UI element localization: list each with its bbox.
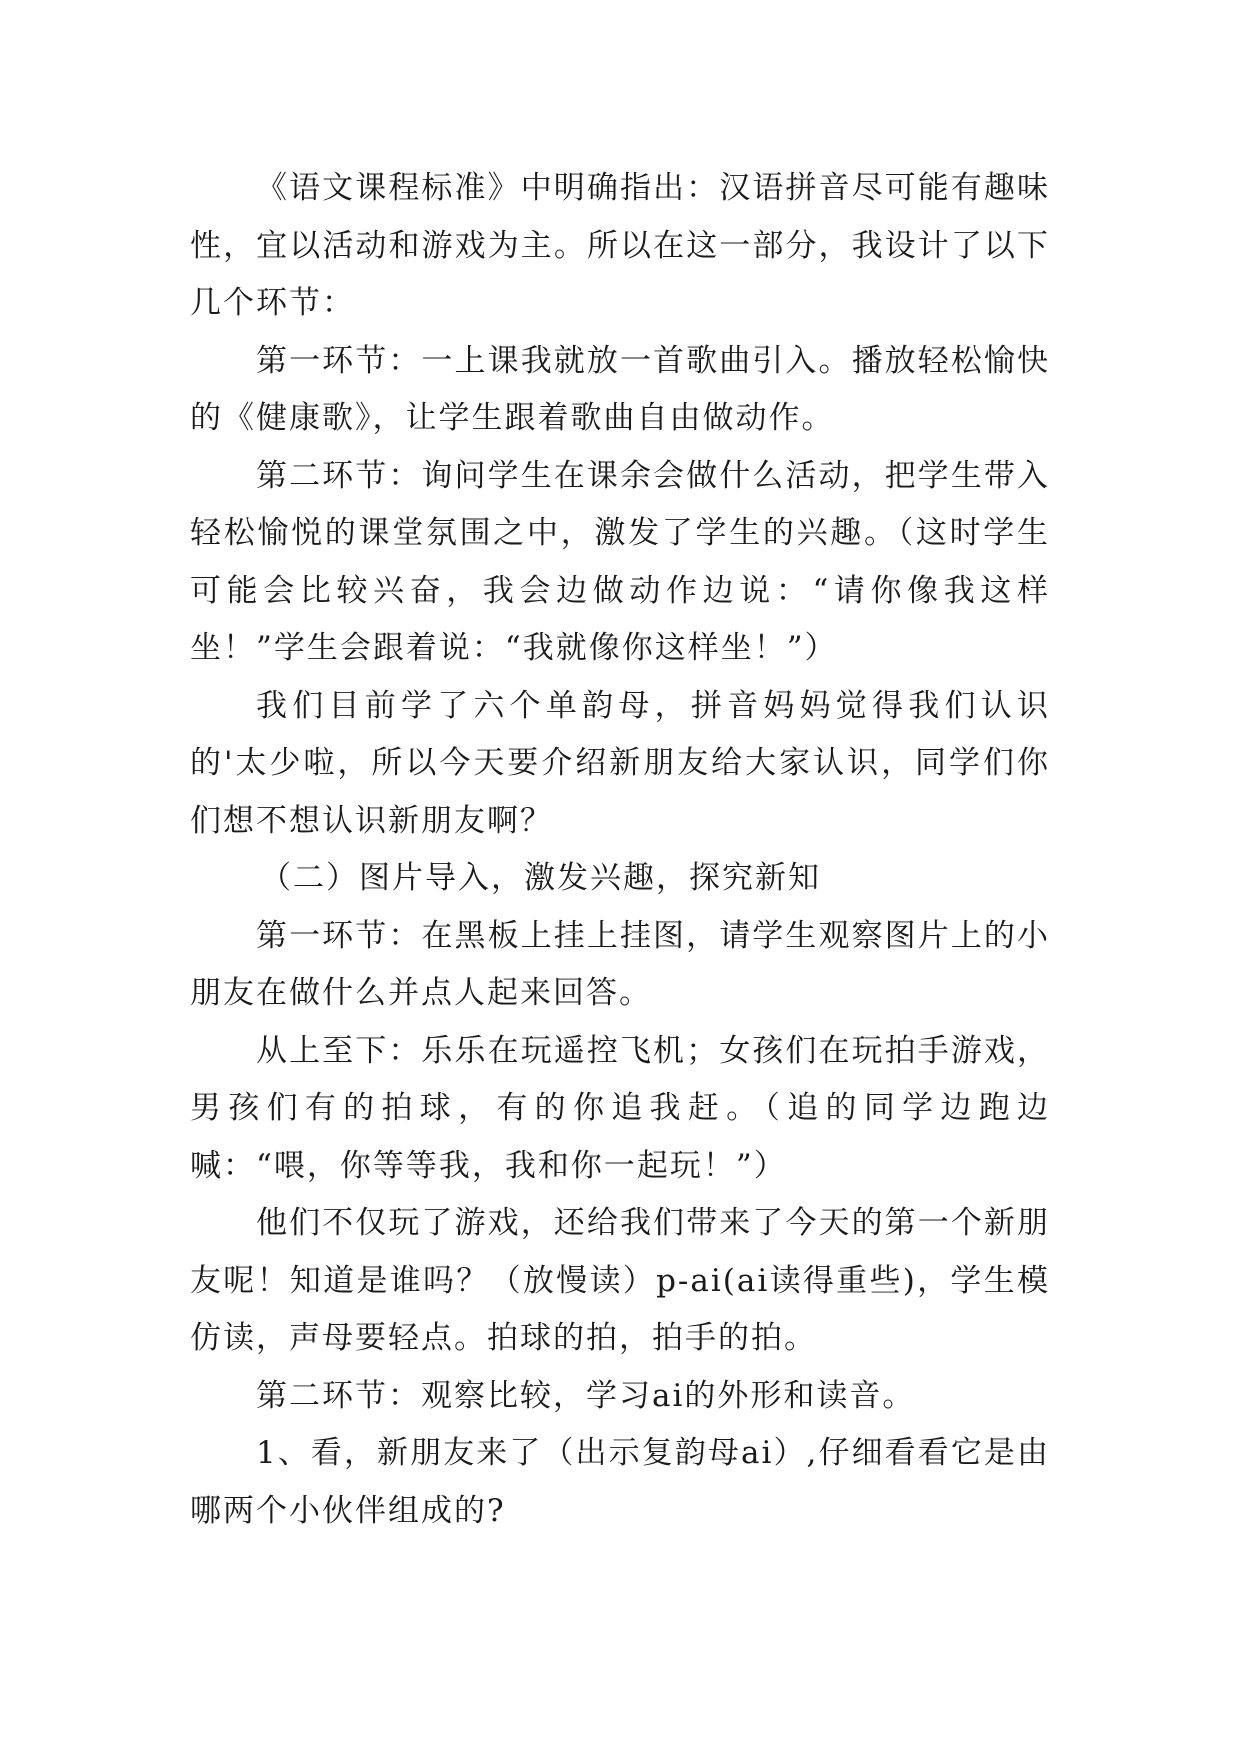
paragraph-picture-description: 从上至下：乐乐在玩遥控飞机；女孩们在玩拍手游戏，男孩们有的拍球，有的你追我赶。（追的同学边跑边喊：“喂，你等等我，我和你一起玩！”） xyxy=(190,1032,1050,1184)
document-body xyxy=(190,160,1050,1540)
paragraph-first-new-friend: 他们不仅玩了游戏，还给我们带来了今天的第一个新朋友呢！知道是谁吗？（放慢读）p-ai(ai读得重些)，学生模仿读，声母要轻点。拍球的拍，拍手的拍。 xyxy=(190,1205,1050,1356)
paragraph-step-two-compare: 第二环节：观察比较，学习ai的外形和读音。 xyxy=(256,1377,916,1414)
paragraph-new-friends-intro: 我们目前学了六个单韵母，拼音妈妈觉得我们认识的'太少啦，所以今天要介绍新朋友给大家认识，同学们你们想不想认识新朋友啊？ xyxy=(190,687,1050,839)
section-heading-picture-intro: （二）图片导入，激发兴趣，探究新知 xyxy=(260,860,821,896)
paragraph-look-new-friend: 1、看，新朋友来了（出示复韵母ai）,仔细看看它是由哪两个小伙伴组成的? xyxy=(190,1435,1050,1529)
paragraph-curriculum-standard: 《语文课程标准》中明确指出：汉语拼音尽可能有趣味性，宜以活动和游戏为主。所以在这一部分，我设计了以下几个环节： xyxy=(190,170,1050,321)
paragraph-step-one-wall-chart: 第一环节：在黑板上挂上挂图，请学生观察图片上的小朋友在做什么并点人起来回答。 xyxy=(190,917,1050,1011)
paragraph-step-one-song: 第一环节：一上课我就放一首歌曲引入。播放轻松愉快的《健康歌》，让学生跟着歌曲自由做动作。 xyxy=(190,342,1050,436)
paragraph-step-two-activities: 第二环节：询问学生在课余会做什么活动，把学生带入轻松愉悦的课堂氛围之中，激发了学生的兴趣。（这时学生可能会比较兴奋，我会边做动作边说：“请你像我这样坐！”学生会跟着说：“我就像你这样坐！”） xyxy=(190,457,1050,666)
